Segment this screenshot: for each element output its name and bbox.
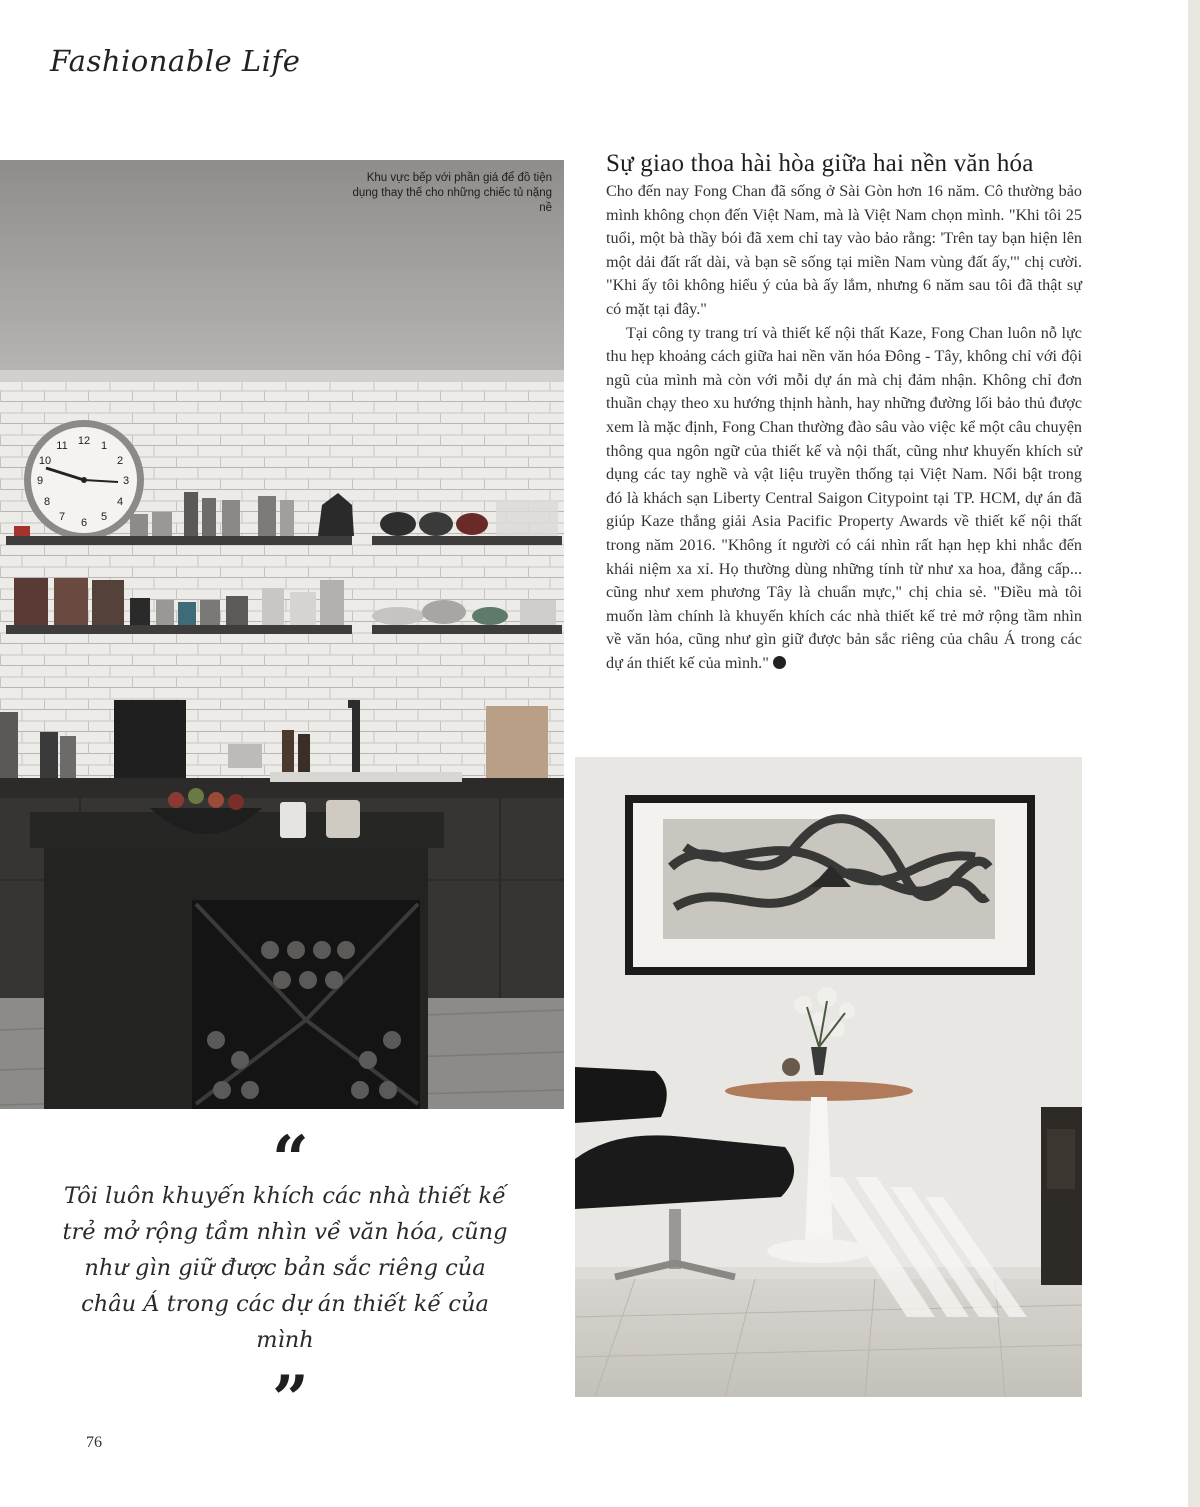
clock-number: 8 (43, 496, 51, 508)
living-room-photo (575, 757, 1082, 1397)
article-paragraph-text: Tại công ty trang trí và thiết kế nội thất Kaze, Fong Chan luôn nỗ lực thu hẹp khoảng cách giữa hai nền văn hóa Đông - Tây, không chỉ với đội ngũ của mình mà còn với mỗi dự án mà chị đảm nhận. Không chỉ đơn thuần chạy theo xu hướng thịnh hành, hay những đường lối bảo thủ được xem là mặc định, Fong Chan thường đào sâu vào việc kể một câu chuyện thông qua ngôn ngữ của thiết kế và nội thất, cũng như khuyến khích sử dụng các tay nghề và vật liệu truyền thống tại Việt Nam. Nổi bật trong đó là khách sạn Liberty Central Saigon Citypoint tại TP. HCM, dự án đã giúp Kaze thắng giải Asia Pacific Property Awards về thiết kế nội thất trong năm 2016. "Không ít người có cái nhìn rất hạn hẹp khi nhắc đến khái niệm xa xỉ. Họ thường dùng những tính từ như xa hoa, đẳng cấp... cũng như xem phương Tây là chuẩn mực," chị chia sẻ. "Điều mà tôi muốn làm chính là khuyến khích các nhà thiết kế trẻ mở rộng tầm nhìn về văn hóa, cũng như gìn giữ được bản sắc riêng của châu Á trong các dự án thiết kế của mình." (606, 323, 1082, 672)
pull-quote: Tôi luôn khuyến khích các nhà thiết kế trẻ mở rộng tầm nhìn về văn hóa, cũng như gìn giữ được bản sắc riêng của châu Á trong các dự án thiết kế của mình (62, 1183, 508, 1353)
article-body (606, 180, 1082, 675)
kitchen-photo (0, 160, 564, 1109)
quote-close-mark: ” (272, 1362, 309, 1437)
article-heading: Sự giao thoa hài hòa giữa hai nền văn hóa (606, 150, 1034, 177)
clock-number: 5 (100, 511, 108, 523)
page-number: 76 (86, 1434, 102, 1451)
clock-number: 6 (80, 517, 88, 529)
clock-number: 2 (116, 455, 124, 467)
kitchen-illustration (0, 160, 564, 1109)
article-paragraph: Cho đến nay Fong Chan đã sống ở Sài Gòn hơn 16 năm. Cô thường bảo mình không chọn đến Việt Nam, mà là Việt Nam chọn mình. "Khi tôi 25 tuổi, một bà thầy bói đã xem chỉ tay vào bảo rằng: 'Trên tay bạn hiện lên một dải đất rất dài, và bạn sẽ sống tại miền Nam vùng đất ấy,'" chị cười. "Khi ấy tôi không hiểu ý của bà ấy lắm, nhưng 6 năm sau tôi đã thật sự có mặt tại đây." (606, 182, 1082, 318)
clock-number: 10 (38, 455, 52, 467)
section-title: Fashionable Life (50, 44, 301, 78)
clock-number: 1 (100, 440, 108, 452)
framed-artwork (625, 795, 1035, 975)
clock-number: 7 (58, 511, 66, 523)
wall-clock (24, 420, 144, 540)
clock-number: 3 (122, 475, 130, 487)
quote-open-mark: “ (272, 1122, 309, 1197)
clock-number: 4 (116, 496, 124, 508)
end-mark-icon (773, 656, 786, 669)
article-paragraph-with-end-mark (606, 322, 1082, 676)
clock-number: 12 (77, 435, 91, 447)
page-edge-strip (1188, 0, 1200, 1507)
clock-number: 9 (36, 475, 44, 487)
living-room-illustration (575, 757, 1082, 1397)
clock-number: 11 (56, 440, 68, 452)
kitchen-caption: Khu vực bếp với phần giá để đồ tiện dụng thay thế cho những chiếc tủ nặng nề (352, 172, 552, 214)
